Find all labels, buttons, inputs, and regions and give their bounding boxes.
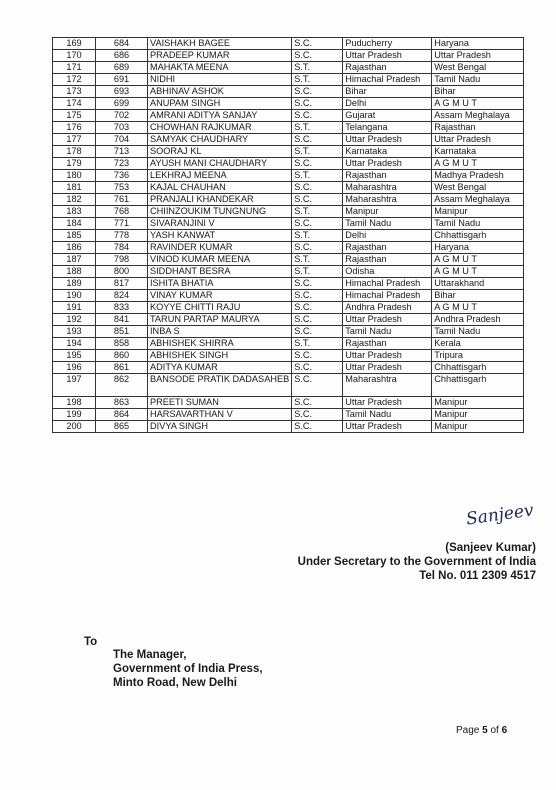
category-cell: S.C. — [292, 397, 343, 409]
recipient-line-1: The Manager, — [113, 649, 187, 661]
category-cell: S.C. — [292, 290, 343, 302]
allotted-cadre-cell: A G M U T — [432, 254, 524, 266]
table-row — [53, 266, 524, 278]
signatory-designation: Under Secretary to the Government of India — [297, 556, 536, 568]
allotted-cadre-cell: Kerala — [432, 338, 524, 350]
candidate-name-cell: ADITYA KUMAR — [148, 362, 292, 374]
allotted-cadre-cell: Chhattisgarh — [432, 362, 524, 374]
rank-cell: 693 — [96, 86, 148, 98]
rank-cell: 713 — [96, 146, 148, 158]
category-cell: S.C. — [292, 194, 343, 206]
candidate-name-cell: SIDDHANT BESRA — [148, 266, 292, 278]
allotted-cadre-cell: Manipur — [432, 409, 524, 421]
home-state-cell: Delhi — [343, 98, 432, 110]
allotted-cadre-cell: Tripura — [432, 350, 524, 362]
serial-number-cell: 188 — [53, 266, 96, 278]
home-state-cell: Rajasthan — [343, 338, 432, 350]
home-state-cell: Manipur — [343, 206, 432, 218]
table-row — [53, 338, 524, 350]
rank-cell: 865 — [96, 421, 148, 433]
category-cell: S.C. — [292, 278, 343, 290]
rank-cell: 800 — [96, 266, 148, 278]
candidate-name-cell: HARSAVARTHAN V — [148, 409, 292, 421]
home-state-cell: Rajasthan — [343, 254, 432, 266]
allotted-cadre-cell: Tamil Nadu — [432, 218, 524, 230]
allotted-cadre-cell: Rajasthan — [432, 122, 524, 134]
table-row — [53, 110, 524, 122]
rank-cell: 864 — [96, 409, 148, 421]
candidate-name-cell: AMRANI ADITYA SANJAY — [148, 110, 292, 122]
category-cell: S.C. — [292, 86, 343, 98]
candidate-name-cell: PREETI SUMAN — [148, 397, 292, 409]
serial-number-cell: 175 — [53, 110, 96, 122]
allotted-cadre-cell: Karnataka — [432, 146, 524, 158]
home-state-cell: Uttar Pradesh — [343, 314, 432, 326]
table-row — [53, 194, 524, 206]
home-state-cell: Uttar Pradesh — [343, 134, 432, 146]
serial-number-cell: 174 — [53, 98, 96, 110]
handwritten-signature: Sanjeev — [464, 500, 535, 530]
candidate-name-cell: AYUSH MANI CHAUDHARY — [148, 158, 292, 170]
candidate-name-cell: KOYYE CHITTI RAJU — [148, 302, 292, 314]
signatory-name: (Sanjeev Kumar) — [445, 542, 536, 554]
category-cell: S.C. — [292, 242, 343, 254]
category-cell: S.C. — [292, 326, 343, 338]
table-row — [53, 362, 524, 374]
rank-cell: 736 — [96, 170, 148, 182]
to-label: To — [84, 636, 98, 648]
category-cell: S.C. — [292, 374, 343, 397]
candidate-name-cell: ISHITA BHATIA — [148, 278, 292, 290]
candidate-name-cell: ABHISHEK SHIRRA — [148, 338, 292, 350]
home-state-cell: Delhi — [343, 230, 432, 242]
home-state-cell: Bihar — [343, 86, 432, 98]
candidate-name-cell: DIVYA SINGH — [148, 421, 292, 433]
allotted-cadre-cell: Madhya Pradesh — [432, 170, 524, 182]
rank-cell: 860 — [96, 350, 148, 362]
category-cell: S.C. — [292, 314, 343, 326]
rank-cell: 798 — [96, 254, 148, 266]
rank-cell: 778 — [96, 230, 148, 242]
candidate-name-cell: SOORAJ KL — [148, 146, 292, 158]
serial-number-cell: 176 — [53, 122, 96, 134]
category-cell: S.T. — [292, 170, 343, 182]
rank-cell: 817 — [96, 278, 148, 290]
table-row — [53, 421, 524, 433]
rank-cell: 723 — [96, 158, 148, 170]
candidate-name-cell: PRANJALI KHANDEKAR — [148, 194, 292, 206]
table-row — [53, 134, 524, 146]
home-state-cell: Karnataka — [343, 146, 432, 158]
candidate-name-cell: RAVINDER KUMAR — [148, 242, 292, 254]
serial-number-cell: 195 — [53, 350, 96, 362]
serial-number-cell: 169 — [53, 38, 96, 50]
rank-cell: 686 — [96, 50, 148, 62]
home-state-cell: Rajasthan — [343, 242, 432, 254]
table-row — [53, 86, 524, 98]
home-state-cell: Rajasthan — [343, 62, 432, 74]
candidate-name-cell: SAMYAK CHAUDHARY — [148, 134, 292, 146]
allocation-table-body — [53, 38, 524, 433]
allotted-cadre-cell: Manipur — [432, 397, 524, 409]
category-cell: S.C. — [292, 350, 343, 362]
serial-number-cell: 193 — [53, 326, 96, 338]
rank-cell: 771 — [96, 218, 148, 230]
category-cell: S.T. — [292, 146, 343, 158]
table-row — [53, 278, 524, 290]
table-row — [53, 74, 524, 86]
allotted-cadre-cell: Chhattisgarh — [432, 230, 524, 242]
allotted-cadre-cell: West Bengal — [432, 62, 524, 74]
home-state-cell: Telangana — [343, 122, 432, 134]
home-state-cell: Maharashtra — [343, 374, 432, 397]
allotted-cadre-cell: Tamil Nadu — [432, 74, 524, 86]
serial-number-cell: 199 — [53, 409, 96, 421]
table-row — [53, 242, 524, 254]
rank-cell: 862 — [96, 374, 148, 397]
page-total: 6 — [501, 725, 508, 736]
home-state-cell: Odisha — [343, 266, 432, 278]
table-row — [53, 98, 524, 110]
category-cell: S.T. — [292, 122, 343, 134]
serial-number-cell: 181 — [53, 182, 96, 194]
candidate-name-cell: BANSODE PRATIK DADASAHEB — [148, 374, 292, 397]
serial-number-cell: 173 — [53, 86, 96, 98]
allotted-cadre-cell: Bihar — [432, 290, 524, 302]
category-cell: S.C. — [292, 38, 343, 50]
recipient-line-2: Government of India Press, — [113, 663, 263, 675]
table-row — [53, 374, 524, 397]
home-state-cell: Himachal Pradesh — [343, 278, 432, 290]
rank-cell: 704 — [96, 134, 148, 146]
serial-number-cell: 190 — [53, 290, 96, 302]
candidate-name-cell: SIVARANJINI V — [148, 218, 292, 230]
table-row — [53, 38, 524, 50]
home-state-cell: Himachal Pradesh — [343, 74, 432, 86]
category-cell: S.T. — [292, 62, 343, 74]
category-cell: S.T. — [292, 230, 343, 242]
serial-number-cell: 192 — [53, 314, 96, 326]
allotted-cadre-cell: Bihar — [432, 86, 524, 98]
signature-block — [298, 541, 536, 583]
serial-number-cell: 186 — [53, 242, 96, 254]
table-row — [53, 218, 524, 230]
home-state-cell: Tamil Nadu — [343, 409, 432, 421]
recipient-address — [113, 648, 263, 690]
serial-number-cell: 179 — [53, 158, 96, 170]
candidate-name-cell: MAHAKTA MEENA — [148, 62, 292, 74]
home-state-cell: Rajasthan — [343, 170, 432, 182]
home-state-cell: Gujarat — [343, 110, 432, 122]
home-state-cell: Uttar Pradesh — [343, 158, 432, 170]
rank-cell: 784 — [96, 242, 148, 254]
recipient-line-3: Minto Road, New Delhi — [113, 677, 237, 689]
table-row — [53, 206, 524, 218]
rank-cell: 863 — [96, 397, 148, 409]
allotted-cadre-cell: Uttar Pradesh — [432, 50, 524, 62]
rank-cell: 699 — [96, 98, 148, 110]
category-cell: S.T. — [292, 338, 343, 350]
table-row — [53, 146, 524, 158]
allotted-cadre-cell: A G M U T — [432, 266, 524, 278]
serial-number-cell: 191 — [53, 302, 96, 314]
allotted-cadre-cell: Haryana — [432, 242, 524, 254]
category-cell: S.T. — [292, 266, 343, 278]
home-state-cell: Tamil Nadu — [343, 326, 432, 338]
category-cell: S.T. — [292, 206, 343, 218]
rank-cell: 753 — [96, 182, 148, 194]
allotted-cadre-cell: Manipur — [432, 421, 524, 433]
candidate-name-cell: PRADEEP KUMAR — [148, 50, 292, 62]
candidate-name-cell: VAISHAKH BAGEE — [148, 38, 292, 50]
category-cell: S.C. — [292, 158, 343, 170]
table-row — [53, 50, 524, 62]
candidate-name-cell: INBA S — [148, 326, 292, 338]
serial-number-cell: 171 — [53, 62, 96, 74]
category-cell: S.C. — [292, 98, 343, 110]
rank-cell: 702 — [96, 110, 148, 122]
rank-cell: 858 — [96, 338, 148, 350]
home-state-cell: Maharashtra — [343, 194, 432, 206]
serial-number-cell: 189 — [53, 278, 96, 290]
rank-cell: 684 — [96, 38, 148, 50]
allotted-cadre-cell: A G M U T — [432, 98, 524, 110]
home-state-cell: Himachal Pradesh — [343, 290, 432, 302]
serial-number-cell: 170 — [53, 50, 96, 62]
candidate-name-cell: ANUPAM SINGH — [148, 98, 292, 110]
candidate-name-cell: KAJAL CHAUHAN — [148, 182, 292, 194]
table-row — [53, 326, 524, 338]
category-cell: S.C. — [292, 218, 343, 230]
table-row — [53, 158, 524, 170]
serial-number-cell: 183 — [53, 206, 96, 218]
serial-number-cell: 194 — [53, 338, 96, 350]
page-number — [456, 725, 507, 736]
serial-number-cell: 180 — [53, 170, 96, 182]
category-cell: S.C. — [292, 421, 343, 433]
candidate-name-cell: VINAY KUMAR — [148, 290, 292, 302]
serial-number-cell: 196 — [53, 362, 96, 374]
page-of: of — [490, 725, 499, 736]
rank-cell: 824 — [96, 290, 148, 302]
category-cell: S.T. — [292, 254, 343, 266]
candidate-name-cell: VINOD KUMAR MEENA — [148, 254, 292, 266]
serial-number-cell: 177 — [53, 134, 96, 146]
serial-number-cell: 197 — [53, 374, 96, 397]
category-cell: S.C. — [292, 182, 343, 194]
rank-cell: 833 — [96, 302, 148, 314]
table-row — [53, 170, 524, 182]
home-state-cell: Andhra Pradesh — [343, 302, 432, 314]
allotted-cadre-cell: Andhra Pradesh — [432, 314, 524, 326]
allotted-cadre-cell: A G M U T — [432, 158, 524, 170]
page-current: 5 — [482, 725, 488, 736]
table-row — [53, 290, 524, 302]
candidate-name-cell: ABHISHEK SINGH — [148, 350, 292, 362]
allotted-cadre-cell: Uttar Pradesh — [432, 134, 524, 146]
home-state-cell: Uttar Pradesh — [343, 50, 432, 62]
table-row — [53, 254, 524, 266]
home-state-cell: Uttar Pradesh — [343, 362, 432, 374]
category-cell: S.T. — [292, 74, 343, 86]
serial-number-cell: 187 — [53, 254, 96, 266]
category-cell: S.C. — [292, 409, 343, 421]
rank-cell: 851 — [96, 326, 148, 338]
rank-cell: 761 — [96, 194, 148, 206]
table-row — [53, 350, 524, 362]
rank-cell: 703 — [96, 122, 148, 134]
rank-cell: 768 — [96, 206, 148, 218]
home-state-cell: Tamil Nadu — [343, 218, 432, 230]
rank-cell: 691 — [96, 74, 148, 86]
candidate-name-cell: ABHINAV ASHOK — [148, 86, 292, 98]
home-state-cell: Uttar Pradesh — [343, 350, 432, 362]
rank-cell: 689 — [96, 62, 148, 74]
home-state-cell: Uttar Pradesh — [343, 421, 432, 433]
page-prefix: Page — [456, 725, 480, 736]
rank-cell: 841 — [96, 314, 148, 326]
candidate-name-cell: LEKHRAJ MEENA — [148, 170, 292, 182]
candidate-name-cell: YASH KANWAT — [148, 230, 292, 242]
home-state-cell: Puducherry — [343, 38, 432, 50]
signatory-telephone: Tel No. 011 2309 4517 — [419, 570, 536, 582]
candidate-name-cell: CHIINZOUKIM TUNGNUNG — [148, 206, 292, 218]
allotted-cadre-cell: Manipur — [432, 206, 524, 218]
serial-number-cell: 178 — [53, 146, 96, 158]
allocation-table — [52, 37, 524, 433]
category-cell: S.C. — [292, 110, 343, 122]
serial-number-cell: 185 — [53, 230, 96, 242]
allotted-cadre-cell: Tamil Nadu — [432, 326, 524, 338]
serial-number-cell: 172 — [53, 74, 96, 86]
allotted-cadre-cell: A G M U T — [432, 302, 524, 314]
candidate-name-cell: NIDHI — [148, 74, 292, 86]
table-row — [53, 182, 524, 194]
allotted-cadre-cell: Haryana — [432, 38, 524, 50]
allotted-cadre-cell: Assam Meghalaya — [432, 194, 524, 206]
allotted-cadre-cell: Chhattisgarh — [432, 374, 524, 397]
candidate-name-cell: TARUN PARTAP MAURYA — [148, 314, 292, 326]
serial-number-cell: 182 — [53, 194, 96, 206]
home-state-cell: Uttar Pradesh — [343, 397, 432, 409]
serial-number-cell: 198 — [53, 397, 96, 409]
allotted-cadre-cell: Uttarakhand — [432, 278, 524, 290]
allotted-cadre-cell: Assam Meghalaya — [432, 110, 524, 122]
table-row — [53, 302, 524, 314]
category-cell: S.C. — [292, 362, 343, 374]
serial-number-cell: 200 — [53, 421, 96, 433]
category-cell: S.C. — [292, 302, 343, 314]
category-cell: S.C. — [292, 134, 343, 146]
rank-cell: 861 — [96, 362, 148, 374]
table-row — [53, 397, 524, 409]
table-row — [53, 409, 524, 421]
table-row — [53, 314, 524, 326]
category-cell: S.C. — [292, 50, 343, 62]
allotted-cadre-cell: West Bengal — [432, 182, 524, 194]
home-state-cell: Maharashtra — [343, 182, 432, 194]
table-row — [53, 230, 524, 242]
serial-number-cell: 184 — [53, 218, 96, 230]
table-row — [53, 62, 524, 74]
table-row — [53, 122, 524, 134]
candidate-name-cell: CHOWHAN RAJKUMAR — [148, 122, 292, 134]
